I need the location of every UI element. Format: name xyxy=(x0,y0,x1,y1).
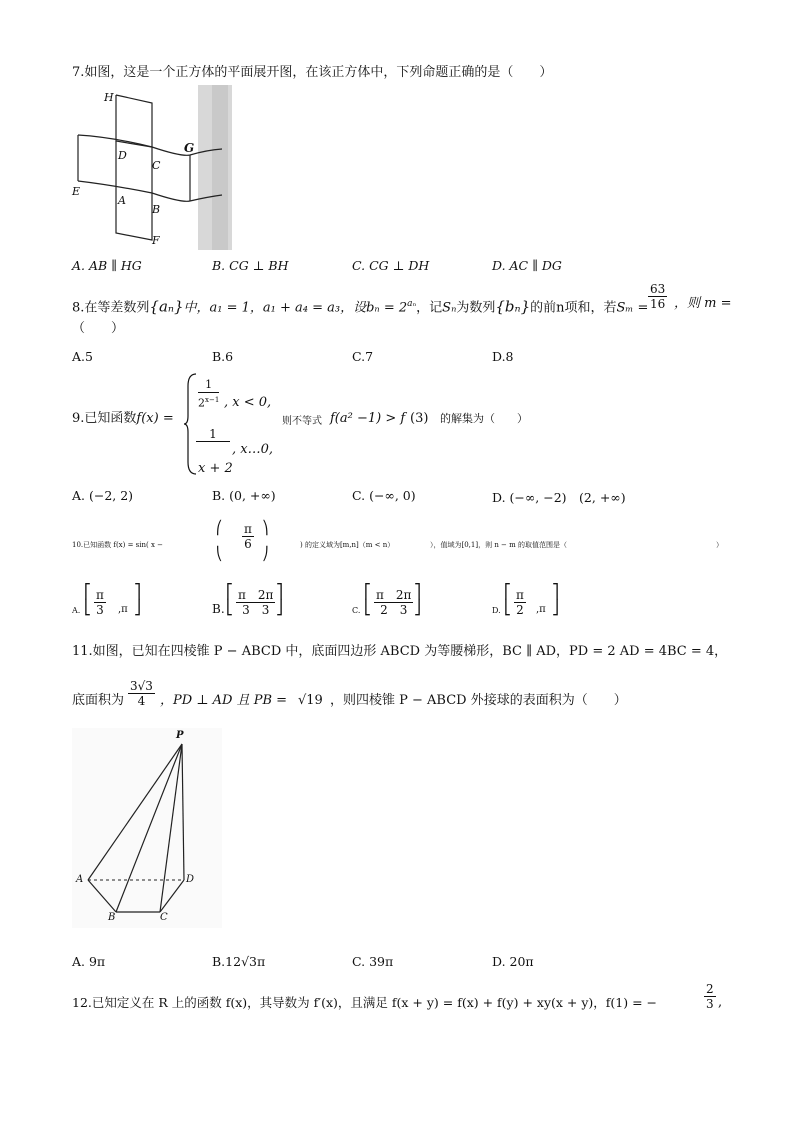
fig-label-b: B xyxy=(108,912,116,923)
q11-line2-c: ，则四棱锥 P − ABCD 外接球的表面积为（ ） xyxy=(330,693,627,708)
q10-b-bot: 3 3 xyxy=(242,603,270,617)
q10-d-top: π xyxy=(516,588,524,602)
q10-prefix: 10.已知函数 f(x) = sin( x − xyxy=(72,541,164,549)
fig-label-c: C xyxy=(160,912,168,923)
q9-option-b[interactable]: B. (0, +∞) xyxy=(212,488,276,503)
q10-a-frac xyxy=(94,588,106,617)
q10-suffix: ），值域为[0,1]，则 n − m 的取值范围是（ xyxy=(430,541,568,549)
q8-option-c[interactable]: C.7 xyxy=(352,349,374,364)
q10-c-top: π 2π xyxy=(376,588,412,602)
q9-option-a[interactable]: A. (−2, 2) xyxy=(72,488,134,503)
q11-figure xyxy=(72,728,222,928)
fig-label-a: A xyxy=(118,194,126,207)
q10-left-paren-bot: ⎝ xyxy=(216,547,223,562)
q8-tail: ，则 m = xyxy=(674,296,732,311)
q12-tail: , xyxy=(718,995,723,1010)
q10-d-tail: ,π xyxy=(536,604,546,615)
q10-pi-over-6 xyxy=(242,522,254,551)
q7-option-b[interactable]: B. CG ⊥ BH xyxy=(212,258,289,273)
q10-c-bracket-l: ⎡ ⎣ xyxy=(364,584,371,616)
q9-fx: f(x) = xyxy=(136,411,174,426)
q11-area-num: 3√3 xyxy=(130,679,153,693)
q10-middle: ) 的定义域为[m,n]（m < n） xyxy=(300,541,395,549)
q11-area-den: 4 xyxy=(137,694,146,708)
fig-label-g: G xyxy=(184,141,195,155)
q9-case1-den xyxy=(198,393,219,411)
q7-figure xyxy=(72,85,232,250)
q9-case2-fraction xyxy=(196,427,230,442)
q11-pb: √19 xyxy=(298,693,323,708)
q10-left-paren-top: ⎛ xyxy=(216,521,223,536)
q9-case2-cond: , x…0, xyxy=(232,442,273,457)
q8-sm: Sₘ = xyxy=(616,300,649,316)
q10-a-bracket-l: ⎡ ⎣ xyxy=(84,584,91,616)
q10-c-label: C. xyxy=(352,606,361,615)
q10-option-b[interactable] xyxy=(212,584,292,636)
q10-a-tail: ,π xyxy=(118,604,128,615)
q11-line1: 11.如图，已知在四棱锥 P − ABCD 中，底面四边形 ABCD 为等腰梯形，BC ∥ AD，PD = 2 AD = 4BC = 4， xyxy=(72,644,728,659)
q11-area-fraction xyxy=(128,679,155,708)
q10-right-paren-bot: ⎠ xyxy=(262,547,269,562)
q7-option-d[interactable]: D. AC ∥ DG xyxy=(492,258,562,273)
q9-case1-cond: , x < 0, xyxy=(224,395,272,410)
q8-text-b: 中，a₁ = 1，a₁ + a₄ = a₃，设 xyxy=(183,300,367,316)
fig-label-b: B xyxy=(152,203,161,216)
q10-c-bot: 2 3 xyxy=(380,603,408,617)
fig-label-d: D xyxy=(118,149,127,162)
q10-b-label: B. xyxy=(212,602,225,616)
q9-case1-fraction xyxy=(198,378,219,411)
q10-option-c[interactable] xyxy=(352,584,432,636)
q9-case1-base: 2 xyxy=(198,396,205,410)
q12-frac-den: 3 xyxy=(706,997,714,1011)
q8-seq-a: {aₙ} xyxy=(149,297,184,316)
q10-b-top: π 2π xyxy=(238,588,274,602)
pyramid-diagram xyxy=(72,728,222,928)
q8-option-d[interactable]: D.8 xyxy=(492,349,514,364)
fig-label-p: P xyxy=(176,730,184,741)
q8-answer-paren: （ ） xyxy=(72,321,125,336)
q8-seq-b: {bₙ} xyxy=(495,297,531,316)
q9-option-d[interactable]: D. (−∞, −2) (2, +∞) xyxy=(492,490,626,505)
q10-b-frac xyxy=(236,588,275,617)
q8-option-a[interactable]: A.5 xyxy=(72,349,93,364)
q10-b-bracket-l: ⎡ ⎣ xyxy=(226,584,233,616)
q11-line2-b: ，PD ⊥ AD 且 PB = xyxy=(160,693,288,708)
q10-a-top: π xyxy=(96,588,104,602)
q8-frac-den: 16 xyxy=(650,297,666,311)
q10-c-frac xyxy=(374,588,413,617)
q9-case2-num: 1 xyxy=(196,427,230,442)
q8-stem xyxy=(72,295,648,317)
q11-option-d[interactable]: D. 20π xyxy=(492,954,534,969)
q10-d-bot: 2 xyxy=(516,603,524,617)
q10-b-bracket-r: ⎤ ⎦ xyxy=(276,584,283,616)
q10-d-frac xyxy=(514,588,526,617)
q12-line: 12.已知定义在 R 上的函数 f(x)，其导数为 f′(x)，且满足 f(x + y) = f(x) + f(y) + xy(x + y)，f(1) = − xyxy=(72,995,658,1010)
fig-label-a: A xyxy=(76,874,84,885)
q9-ineq: f(a² −1) > f xyxy=(330,411,406,426)
fig-label-f: F xyxy=(152,234,160,247)
q11-option-b[interactable]: B.12√3π xyxy=(212,954,266,969)
q10-pi: π xyxy=(244,522,252,536)
q9-case1-num: 1 xyxy=(198,378,219,393)
q10-a-bracket-r: ⎤ ⎦ xyxy=(134,584,141,616)
q10-option-d[interactable] xyxy=(492,584,572,636)
q10-option-a[interactable] xyxy=(72,584,152,636)
q10-right-paren-top: ⎞ xyxy=(262,521,269,536)
q7-stem: 7.如图，这是一个正方体的平面展开图，在该正方体中，下列命题正确的是（ ） xyxy=(72,65,553,80)
q9-suffix: 的解集为（ ） xyxy=(440,412,528,425)
q10-six: 6 xyxy=(244,537,252,551)
q10-d-label: D. xyxy=(492,606,501,615)
q9-brace xyxy=(184,372,198,476)
q10-a-bot: 3 xyxy=(96,603,104,617)
q8-bn: bₙ = 2 xyxy=(366,300,408,316)
q7-option-c[interactable]: C. CG ⊥ DH xyxy=(352,258,430,273)
q8-bn-exp: aₙ xyxy=(407,299,417,309)
q12-frac-num: 2 xyxy=(706,982,714,996)
q11-option-c[interactable]: C. 39π xyxy=(352,954,394,969)
fig-label-d: D xyxy=(186,874,195,885)
q11-line2-a: 底面积为 xyxy=(72,693,125,708)
q8-text-d: 为数列 xyxy=(456,300,496,316)
q9-case2-den: x + 2 xyxy=(198,461,233,476)
q8-option-b[interactable]: B.6 xyxy=(212,349,234,364)
q8-fraction xyxy=(648,282,667,311)
q9-ineq-label: 则不等式 xyxy=(282,416,322,427)
q8-frac-num: 63 xyxy=(650,282,666,296)
q9-case1-exp: x−1 xyxy=(205,396,220,404)
q8-text-e: 的前n项和，若 xyxy=(530,300,617,316)
q9-prefix-text: 9.已知函数 xyxy=(72,411,137,426)
q10-d-bracket-l: ⎡ ⎣ xyxy=(504,584,511,616)
q7-option-a[interactable]: A. AB ∥ HG xyxy=(72,258,142,273)
q8-text-a: 8.在等差数列 xyxy=(72,300,150,316)
q10-d-bracket-r: ⎤ ⎦ xyxy=(552,584,559,616)
q11-option-a[interactable]: A. 9π xyxy=(72,954,106,969)
fig-label-c: C xyxy=(152,159,161,172)
q12-fraction xyxy=(704,982,716,1011)
q10-a-label: A. xyxy=(72,606,81,615)
fig-label-h: H xyxy=(104,91,114,104)
fig-label-e: E xyxy=(72,185,81,198)
q8-sn: Sₙ xyxy=(442,300,457,316)
q10-c-bracket-r: ⎤ ⎦ xyxy=(414,584,421,616)
q10-close: ） xyxy=(716,541,723,549)
q9-ineq-arg: (3) xyxy=(410,411,429,426)
q9-option-c[interactable]: C. (−∞, 0) xyxy=(352,488,416,503)
q8-text-c: ，记 xyxy=(416,300,443,316)
q9-prefix xyxy=(72,410,174,428)
